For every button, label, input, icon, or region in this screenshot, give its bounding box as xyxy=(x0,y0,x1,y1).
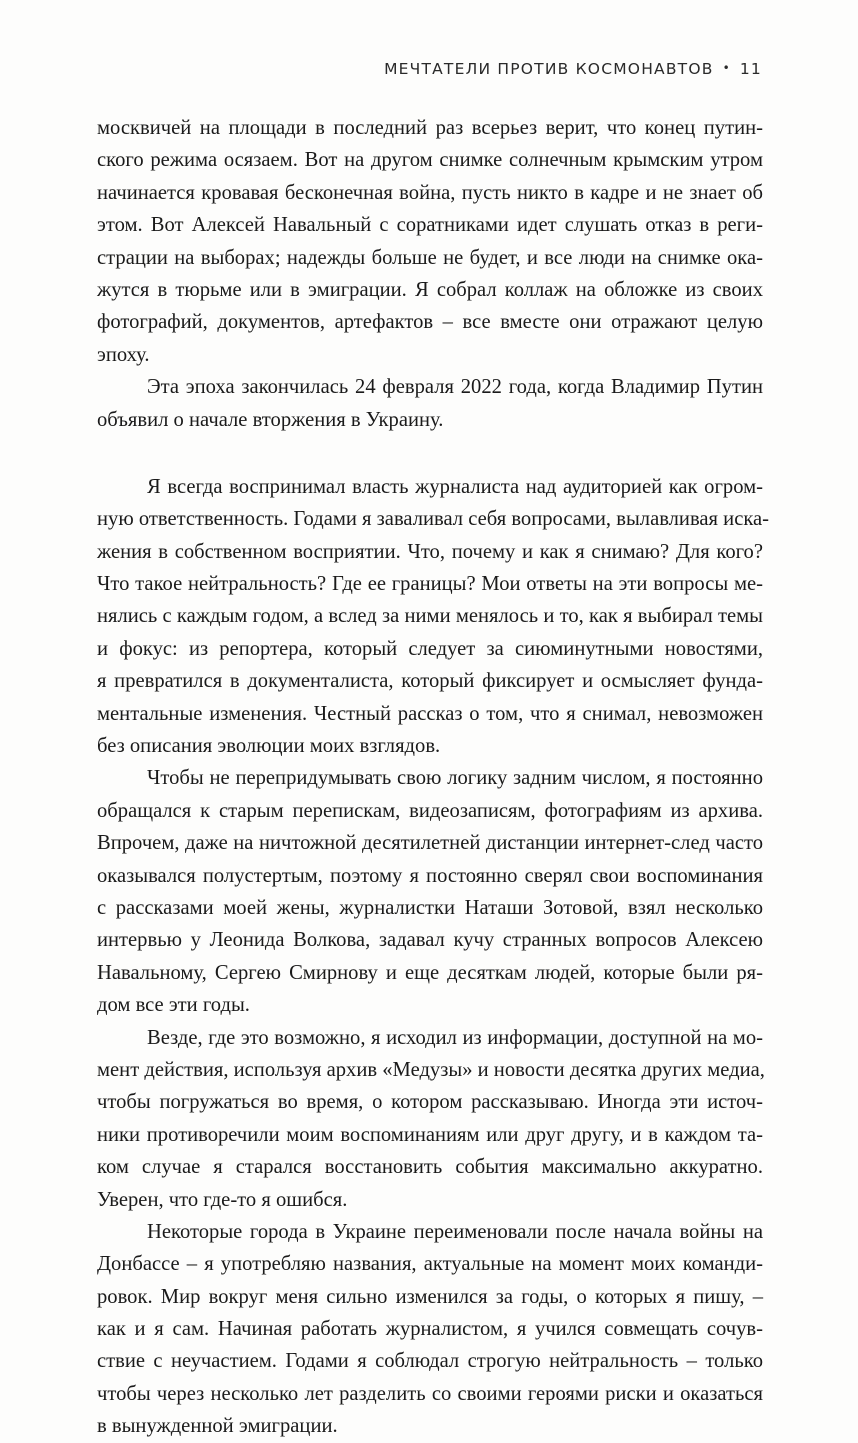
text-line: Донбассе – я употребляю названия, актуальные на момент моих команди- xyxy=(97,1253,763,1276)
paragraph xyxy=(97,371,763,436)
text-line: ком случае я старался восстановить события максимально аккуратно. xyxy=(97,1156,763,1179)
page-number: 11 xyxy=(739,60,762,78)
text-line: Что такое нейтральность? Где ее границы? Мои ответы на эти вопросы ме- xyxy=(97,573,763,596)
text-line: эпоху. xyxy=(97,343,150,366)
text-line: мент действия, используя архив «Медузы» и новости десятка других медиа, xyxy=(97,1058,765,1081)
body-text xyxy=(97,112,770,1443)
text-line: с рассказами моей жены, журналистки Наташи Зотовой, взял несколько xyxy=(97,896,763,919)
text-line: интервью у Леонида Волкова, задавал кучу странных вопросов Алексею xyxy=(97,929,763,952)
text-line: фотографий, документов, артефактов – все вместе они отражают целую xyxy=(97,311,763,334)
text-line: чтобы погружаться во время, о котором рассказываю. Иногда эти источ- xyxy=(97,1091,763,1114)
text-line: ную ответственность. Годами я заваливал себя вопросами, вылавливая иска- xyxy=(97,508,770,531)
text-line: Некоторые города в Украине переименовали после начала войны на xyxy=(147,1220,763,1243)
text-line: жутся в тюрьме или в эмиграции. Я собрал коллаж на обложке из своих xyxy=(97,278,763,301)
text-line: оказывался полустертым, поэтому я постоянно сверял свои воспоминания xyxy=(97,864,763,887)
paragraph xyxy=(97,762,763,1021)
text-line: Чтобы не перепридумывать свою логику задним числом, я постоянно xyxy=(147,767,763,790)
text-line: Эта эпоха закончилась 24 февраля 2022 года, когда Владимир Путин xyxy=(147,376,763,399)
text-line: обращался к старым перепискам, видеозаписям, фотографиям из архива. xyxy=(97,799,763,822)
running-head xyxy=(384,60,762,78)
header-separator: • xyxy=(722,61,731,75)
paragraph xyxy=(97,471,770,763)
text-line: Навальному, Сергею Смирнову и еще десяткам людей, которые были ря- xyxy=(97,961,763,984)
text-line: Впрочем, даже на ничтожной десятилетней дистанции интернет-след часто xyxy=(97,832,763,855)
text-line: в вынужденной эмиграции. xyxy=(97,1415,338,1438)
paragraph xyxy=(97,112,763,371)
text-line: ского режима осязаем. Вот на другом снимке солнечным крымским утром xyxy=(97,149,763,172)
text-line: Везде, где это возможно, я исходил из информации, доступной на мо- xyxy=(147,1026,763,1049)
text-line: москвичей на площади в последний раз всерьез верит, что конец путин- xyxy=(97,117,763,139)
text-line: как и я сам. Начиная работать журналистом, я учился совмещать сочув- xyxy=(97,1318,763,1341)
text-line: ровок. Мир вокруг меня сильно изменился за годы, о которых я пишу, – xyxy=(97,1285,763,1308)
text-line: я превратился в документалиста, который фиксирует и осмысляет фунда- xyxy=(97,670,763,693)
paragraph xyxy=(97,1022,763,1216)
text-line: нялись с каждым годом, а вслед за ними менялось и то, как я выбирал темы xyxy=(97,605,763,628)
text-line: ментальные изменения. Честный рассказ о том, что я снимал, невозможен xyxy=(97,702,763,725)
paragraph xyxy=(97,1216,763,1443)
text-line: дом все эти годы. xyxy=(97,994,250,1017)
text-line: без описания эволюции моих взглядов. xyxy=(97,735,441,758)
text-line: Уверен, что где-то я ошибся. xyxy=(97,1188,348,1211)
text-line: чтобы через несколько лет разделить со своими героями риски и оказаться xyxy=(97,1382,763,1405)
text-line: Я всегда воспринимал власть журналиста над аудиторией как огром- xyxy=(147,475,763,498)
book-title: МЕЧТАТЕЛИ ПРОТИВ КОСМОНАВТОВ xyxy=(384,60,714,78)
text-line: начинается кровавая бесконечная война, пусть никто в кадре и не знает об xyxy=(97,181,763,204)
text-line: жения в собственном восприятии. Что, почему и как я снимаю? Для кого? xyxy=(97,540,763,563)
text-line: ники противоречили моим воспоминаниям или друг другу, и в каждом та- xyxy=(97,1123,763,1146)
text-line: этом. Вот Алексей Навальный с соратниками идет слушать отказ в реги- xyxy=(97,214,763,237)
section-break xyxy=(97,436,763,471)
text-line: страции на выборах; надежды больше не будет, и все люди на снимке ока- xyxy=(97,246,763,269)
text-line: ствие с неучастием. Годами я соблюдал строгую нейтральность – только xyxy=(97,1350,763,1373)
text-line: объявил о начале вторжения в Украину. xyxy=(97,408,444,431)
text-line: и фокус: из репортера, который следует за сиюминутными новостями, xyxy=(97,637,763,660)
